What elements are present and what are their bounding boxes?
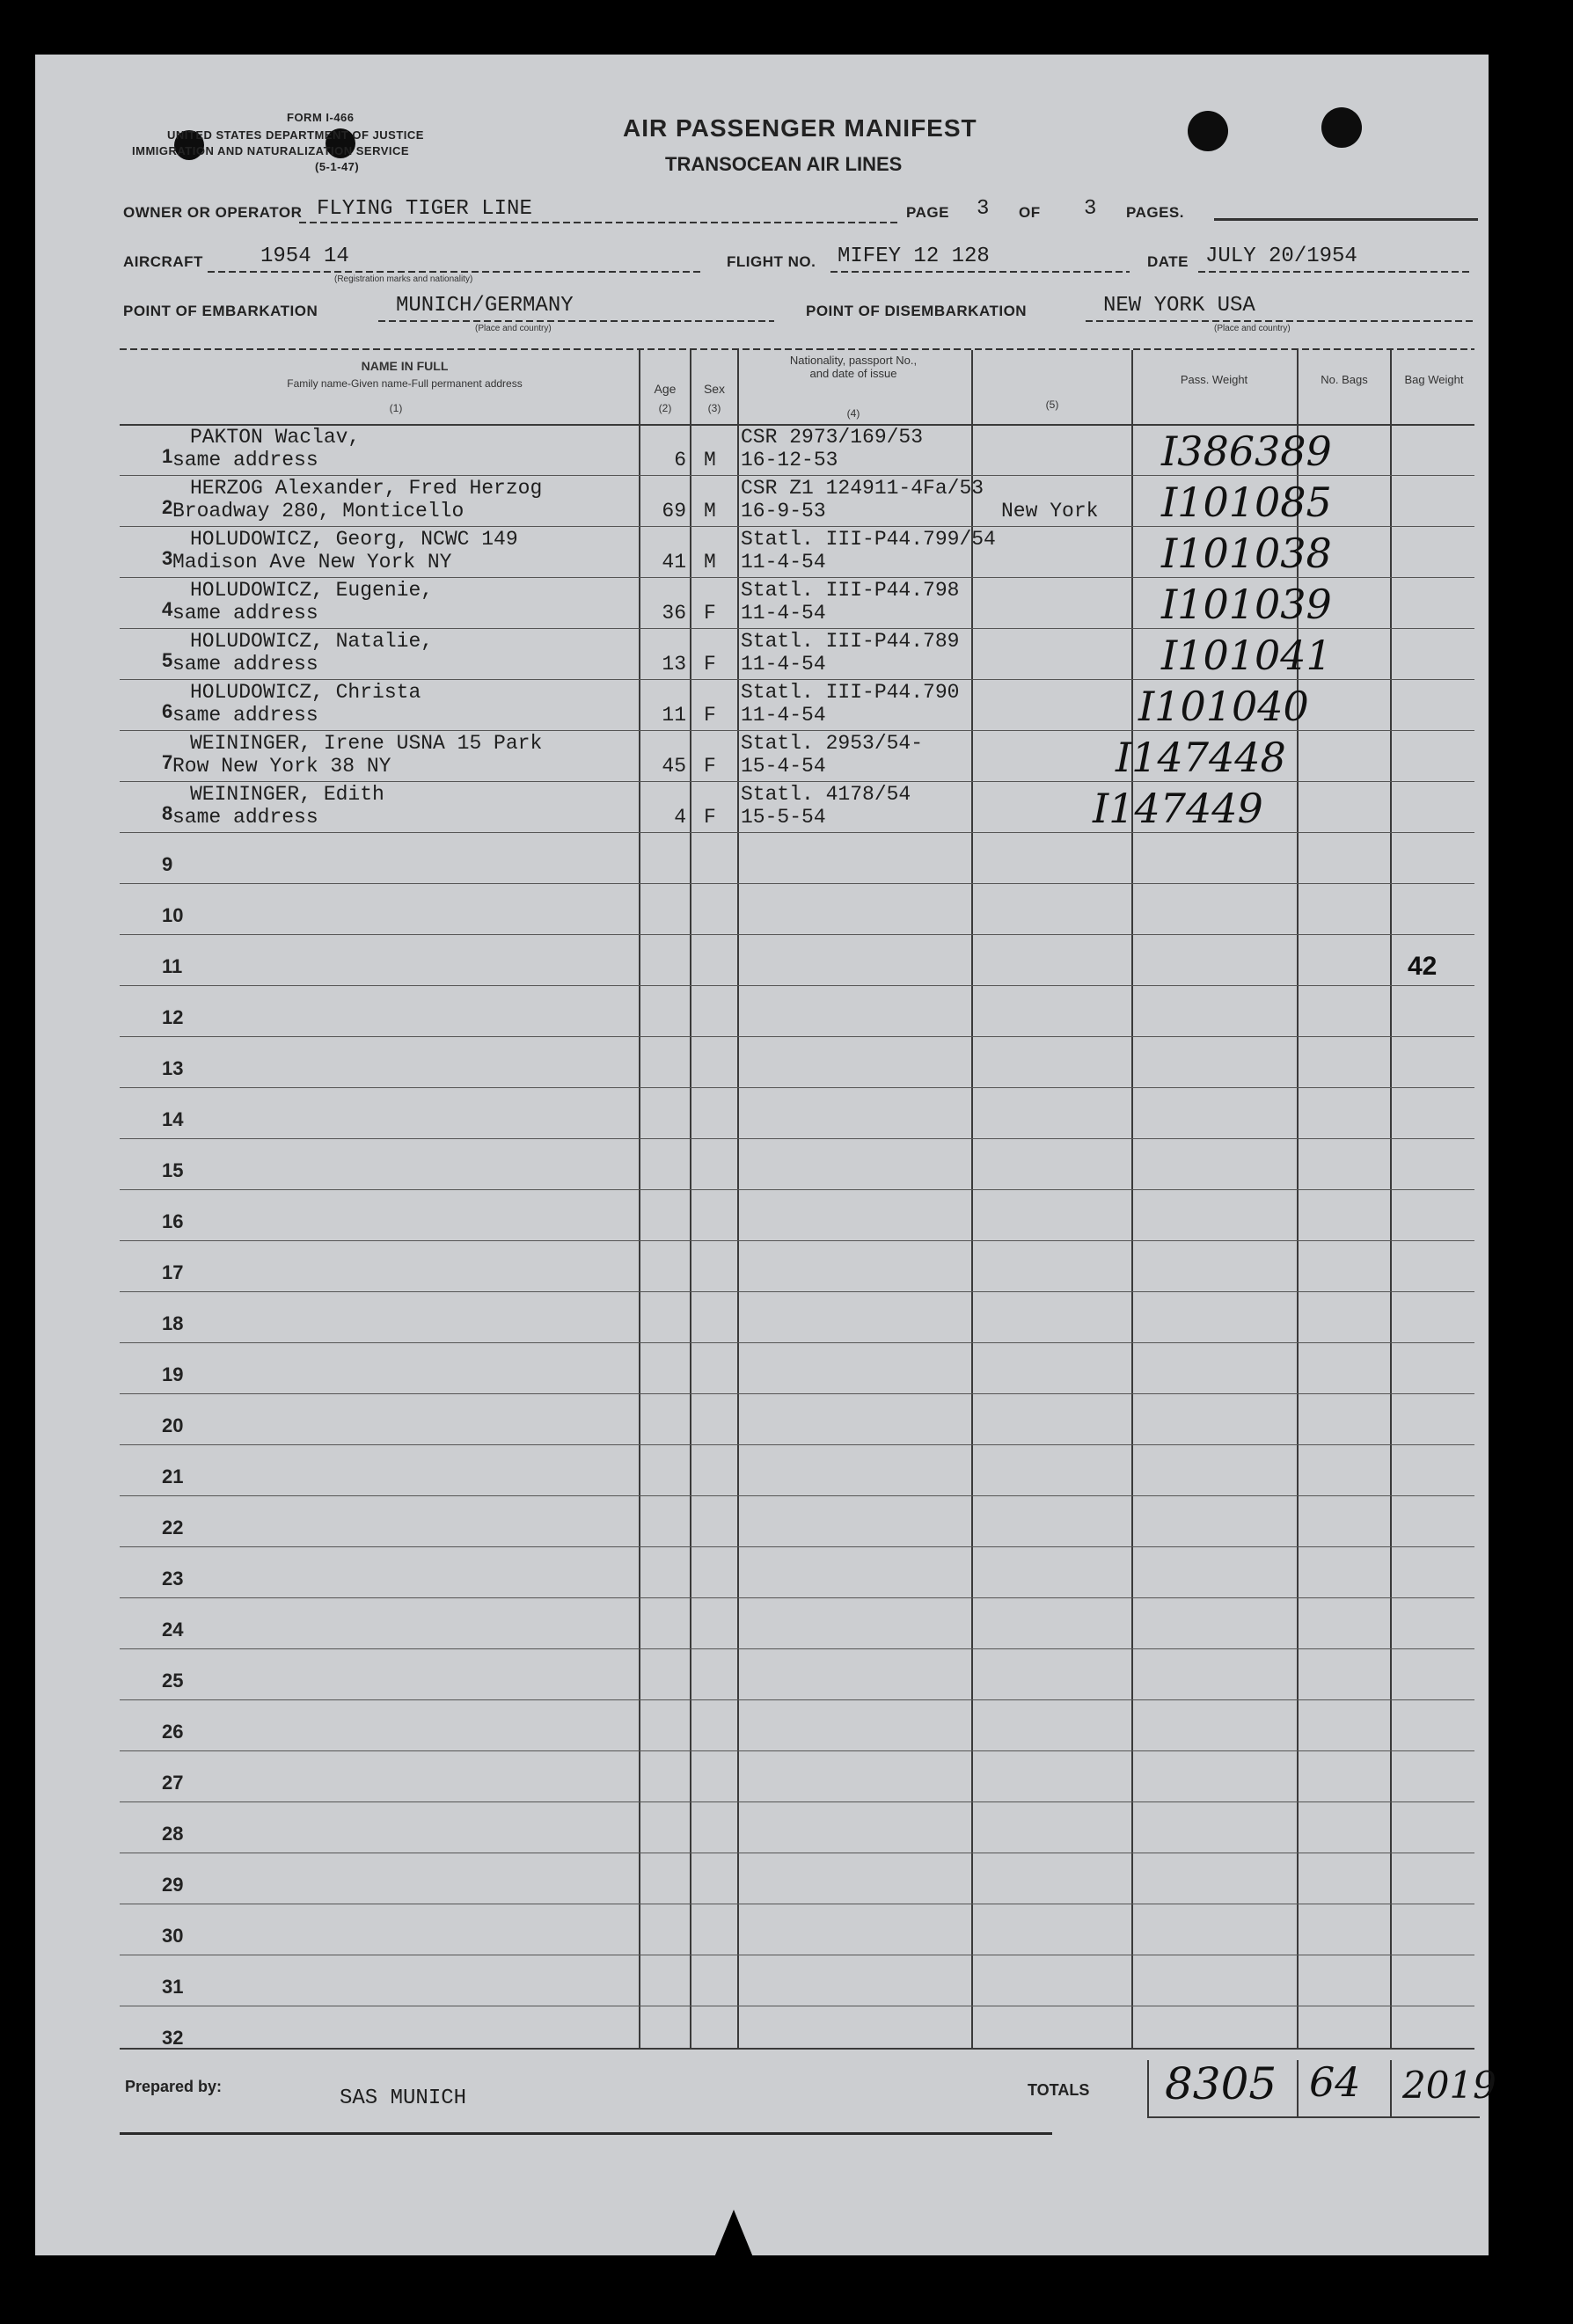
row-rule (120, 1444, 1474, 1445)
handwritten-passenger-weight: I386389 (1161, 428, 1332, 475)
row-rule (120, 1138, 1474, 1139)
page-label: PAGE (906, 204, 949, 221)
name-column-number: (1) (389, 402, 403, 414)
pass-weight-header: Pass. Weight (1180, 373, 1248, 386)
row-number: 10 (162, 904, 184, 926)
passenger-address-line: Madison Ave New York NY (172, 551, 452, 574)
row-number: 17 (162, 1261, 184, 1283)
row-rule (120, 475, 1474, 476)
embark-value: MUNICH/GERMANY (396, 294, 574, 318)
handwritten-passenger-weight: I101039 (1161, 581, 1332, 628)
row-rule (120, 1291, 1474, 1292)
passenger-age: 4 (674, 806, 686, 829)
row-rule (120, 1648, 1474, 1649)
column-rule (690, 350, 691, 2050)
total-pass-weight: 8305 (1165, 2058, 1277, 2109)
passenger-sex: M (704, 551, 716, 574)
aircraft-value: 1954 14 (260, 245, 349, 268)
prepared-by-label: Prepared by: (125, 2078, 223, 2095)
passport-number: CSR Z1 124911-4Fa/53 (741, 477, 984, 500)
passport-date: 16-9-53 (741, 500, 826, 523)
date-value: JULY 20/1954 (1205, 245, 1357, 268)
row-number: 23 (162, 1568, 184, 1590)
owner-label: OWNER OR OPERATOR (123, 204, 303, 221)
row-number: 15 (162, 1159, 184, 1181)
tear-notch (714, 2210, 753, 2257)
row-rule (120, 985, 1474, 986)
form-number: FORM I-466 (287, 111, 355, 124)
handwritten-passenger-weight: I147449 (1093, 785, 1263, 832)
disembark-label: POINT OF DISEMBARKATION (806, 303, 1028, 319)
row-rule (120, 1240, 1474, 1241)
row-rule (120, 628, 1474, 629)
passenger-age: 45 (662, 755, 686, 778)
row-number: 29 (162, 1874, 184, 1896)
row-number: 6 (162, 700, 173, 722)
field-underline (378, 320, 774, 322)
row-rule (120, 1801, 1474, 1802)
pages-value: 3 (1084, 197, 1097, 221)
sex-column-header: Sex (703, 382, 726, 396)
row-rule (120, 1036, 1474, 1037)
handwritten-passenger-weight: I101040 (1138, 683, 1309, 730)
table-bottom-rule (120, 2048, 1474, 2050)
passenger-sex: M (704, 449, 716, 471)
agency-line-2: IMMIGRATION AND NATURALIZATION SERVICE (132, 144, 410, 157)
row-rule (120, 526, 1474, 527)
passport-date: 11-4-54 (741, 653, 826, 676)
passenger-age: 36 (662, 602, 686, 625)
footer-rule (120, 2132, 1052, 2135)
disembark-caption: (Place and country) (1214, 324, 1291, 333)
column-rule (737, 350, 739, 2050)
passenger-address-line: Broadway 280, Monticello (172, 500, 465, 523)
row-number: 25 (162, 1670, 184, 1692)
name-column-title: NAME IN FULL (361, 359, 449, 373)
field-underline (1086, 320, 1473, 322)
row-rule (120, 577, 1474, 578)
passenger-age: 6 (674, 449, 686, 471)
passport-column-header: Nationality, passport No., and date of issue (789, 354, 918, 380)
handwritten-passenger-weight: I101041 (1161, 632, 1332, 679)
punch-hole (1321, 107, 1362, 148)
embark-label: POINT OF EMBARKATION (123, 303, 318, 319)
flight-value: MIFEY 12 128 (838, 245, 990, 268)
handwritten-passenger-weight: I101085 (1161, 479, 1332, 526)
passport-number: Statl. III-P44.798 (741, 579, 960, 602)
prepared-by-value: SAS MUNICH (340, 2086, 467, 2110)
row-number: 4 (162, 598, 173, 620)
date-label: DATE (1147, 253, 1189, 270)
field-underline (299, 222, 897, 223)
column-rule (971, 350, 973, 2050)
row-number: 14 (162, 1108, 184, 1130)
passenger-sex: F (704, 602, 716, 625)
no-bags-header: No. Bags (1321, 373, 1368, 386)
row-number: 3 (162, 547, 173, 569)
passenger-address-line: same address (172, 806, 318, 829)
passport-number: Statl. III-P44.789 (741, 630, 960, 653)
passport-number: Statl. 4178/54 (741, 783, 911, 806)
embark-caption: (Place and country) (475, 324, 552, 333)
passenger-name-line: HERZOG Alexander, Fred Herzog (190, 477, 543, 500)
agency-line-1: UNITED STATES DEPARTMENT OF JUSTICE (167, 128, 424, 142)
passport-date: 11-4-54 (741, 704, 826, 727)
row-number: 9 (162, 853, 173, 875)
bag-weight-header: Bag Weight (1404, 373, 1464, 386)
passenger-age: 11 (662, 704, 686, 727)
name-column-subtitle: Family name-Given name-Full permanent address (287, 377, 523, 390)
row-number: 8 (162, 802, 173, 824)
row-rule (120, 1597, 1474, 1598)
age-column-number: (2) (658, 402, 672, 414)
passenger-sex: M (704, 500, 716, 523)
passport-date: 11-4-54 (741, 551, 826, 574)
passport-date: 16-12-53 (741, 449, 838, 471)
row-rule (120, 730, 1474, 731)
row-number: 19 (162, 1363, 184, 1385)
field-underline (1198, 271, 1471, 273)
passport-number: Statl. 2953/54- (741, 732, 924, 755)
passport-date: 15-5-54 (741, 806, 826, 829)
table-top-rule (120, 348, 1474, 350)
row-number: 1 (162, 445, 173, 467)
row-number: 28 (162, 1823, 184, 1845)
form-title: AIR PASSENGER MANIFEST (623, 114, 977, 142)
handwritten-passenger-weight: I101038 (1161, 530, 1332, 577)
passenger-name-line: WEININGER, Irene USNA 15 Park (190, 732, 543, 755)
totals-rule (1147, 2060, 1149, 2116)
row-number: 30 (162, 1925, 184, 1947)
field-underline (830, 271, 1130, 273)
passenger-age: 41 (662, 551, 686, 574)
punch-hole (1188, 111, 1228, 151)
passenger-sex: F (704, 704, 716, 727)
passenger-sex: F (704, 806, 716, 829)
passport-number: Statl. III-P44.790 (741, 681, 960, 704)
aircraft-label: AIRCRAFT (123, 253, 203, 270)
totals-rule (1390, 2060, 1392, 2116)
row-rule (120, 1495, 1474, 1496)
row-rule (120, 934, 1474, 935)
owner-value: FLYING TIGER LINE (317, 197, 532, 221)
passenger-name-line: HOLUDOWICZ, Georg, NCWC 149 (190, 528, 518, 551)
row-number: 13 (162, 1057, 184, 1079)
column-rule (639, 350, 640, 2050)
passenger-name-line: HOLUDOWICZ, Eugenie, (190, 579, 434, 602)
totals-rule (1297, 2060, 1299, 2116)
row-rule (120, 883, 1474, 884)
passport-date: 15-4-54 (741, 755, 826, 778)
age-column-header: Age (654, 382, 677, 396)
row-number: 2 (162, 496, 173, 518)
passport-date: 11-4-54 (741, 602, 826, 625)
of-label: OF (1019, 204, 1041, 221)
passenger-col5: New York (1001, 500, 1099, 523)
total-bags: 64 (1309, 2058, 1361, 2106)
passenger-name-line: HOLUDOWICZ, Natalie, (190, 630, 434, 653)
passenger-sex: F (704, 755, 716, 778)
airline-name: TRANSOCEAN AIR LINES (665, 153, 903, 175)
pages-label: PAGES. (1126, 204, 1184, 221)
disembark-value: NEW YORK USA (1103, 294, 1255, 318)
manifest-sheet (35, 55, 1496, 2255)
row-number: 21 (162, 1465, 184, 1487)
column-rule (1131, 350, 1133, 2050)
row-number: 7 (162, 751, 173, 773)
handwritten-passenger-weight: I147448 (1116, 734, 1286, 781)
passenger-age: 13 (662, 653, 686, 676)
page-value: 3 (977, 197, 990, 221)
row-rule (120, 1546, 1474, 1547)
row-rule (120, 1087, 1474, 1088)
row-rule (120, 1393, 1474, 1394)
passenger-sex: F (704, 653, 716, 676)
passport-number: Statl. III-P44.799/54 (741, 528, 996, 551)
row-number: 16 (162, 1210, 184, 1232)
passenger-name-line: WEININGER, Edith (190, 783, 384, 806)
row-rule (120, 781, 1474, 782)
flight-label: FLIGHT NO. (727, 253, 816, 270)
row-rule (120, 1342, 1474, 1343)
row-number: 24 (162, 1619, 184, 1641)
row-number: 11 (162, 955, 183, 977)
row-number: 20 (162, 1414, 184, 1436)
totals-rule (1147, 2116, 1480, 2118)
row-rule (120, 1699, 1474, 1700)
row-rule (120, 1189, 1474, 1190)
passenger-address-line: same address (172, 704, 318, 727)
passenger-name-line: PAKTON Waclav, (190, 426, 361, 449)
totals-label: TOTALS (1028, 2081, 1090, 2099)
row-rule (120, 1750, 1474, 1751)
total-bag-weight: 2019 (1402, 2064, 1496, 2107)
row-number: 31 (162, 1976, 184, 1998)
passport-number: CSR 2973/169/53 (741, 426, 924, 449)
passenger-age: 69 (662, 500, 686, 523)
passenger-address-line: same address (172, 653, 318, 676)
form-code: (5-1-47) (315, 160, 360, 173)
passenger-address-line: Row New York 38 NY (172, 755, 391, 778)
col5-number: (5) (1045, 398, 1059, 411)
row-number: 27 (162, 1772, 184, 1794)
passenger-address-line: same address (172, 449, 318, 471)
field-underline (208, 271, 700, 273)
row-number: 18 (162, 1312, 184, 1334)
row-number: 32 (162, 2027, 184, 2049)
row-number: 5 (162, 649, 173, 671)
row-number: 22 (162, 1516, 184, 1538)
column-rule (1390, 350, 1392, 2050)
sex-column-number: (3) (707, 402, 721, 414)
row-number: 26 (162, 1721, 184, 1743)
row-rule (120, 679, 1474, 680)
aircraft-caption: (Registration marks and nationality) (334, 274, 473, 284)
row-number: 12 (162, 1006, 184, 1028)
passenger-name-line: HOLUDOWICZ, Christa (190, 681, 421, 704)
row11-bag-weight: 42 (1408, 952, 1438, 981)
passport-column-number: (4) (846, 407, 860, 420)
row-rule (120, 832, 1474, 833)
passenger-address-line: same address (172, 602, 318, 625)
header-rule (1214, 218, 1478, 221)
